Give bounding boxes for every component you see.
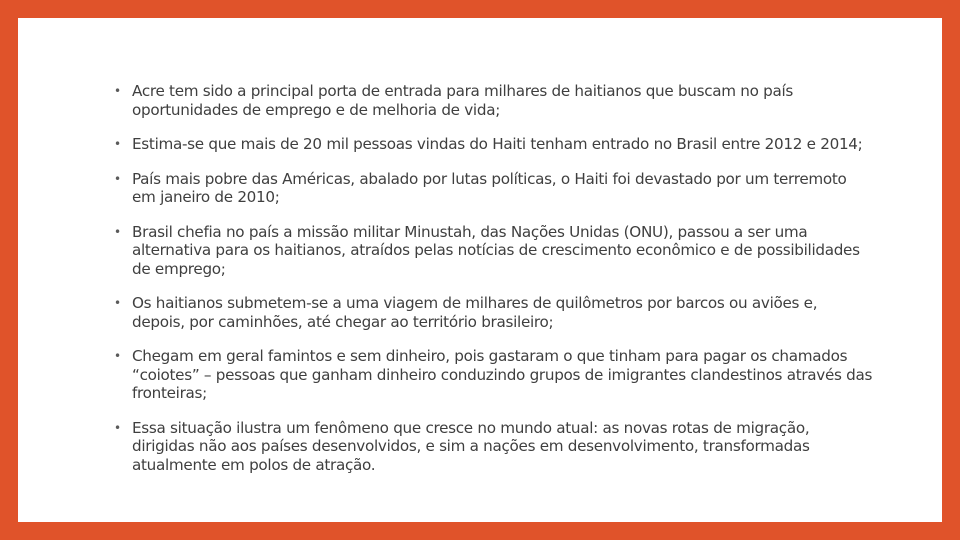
bullet-text: Os haitianos submetem-se a uma viagem de milhares de quilômetros por barcos ou aviões e, depois, por caminhões, até chegar ao território brasileiro;: [132, 294, 818, 331]
bullet-item-minustah: [114, 223, 874, 279]
bullet-text: País mais pobre das Américas, abalado por lutas políticas, o Haiti foi devastado por um terremoto em janeiro de 2010;: [132, 169, 847, 206]
bullet-text: Acre tem sido a principal porta de entrada para milhares de haitianos que buscam no país oportunidades de emprego e de melhoria de vida;: [132, 82, 794, 119]
bullet-marker: •: [114, 296, 121, 310]
bullet-marker: •: [114, 349, 121, 363]
bullet-item-acre: [114, 82, 874, 119]
bullet-marker: •: [114, 171, 121, 186]
bullet-item-estimate: [114, 135, 874, 154]
bullet-text: Brasil chefia no país a missão militar Minustah, das Nações Unidas (ONU), passou a ser uma alternativa para os haitianos, atraídos pelas notícias de crescimento econômico e de possibilidades de emprego;: [132, 222, 860, 278]
bullet-item-journey: [114, 294, 874, 331]
bullet-text: Chegam em geral famintos e sem dinheiro, pois gastaram o que tinham para pagar os chamados “coiotes” – pessoas que ganham dinheiro conduzindo grupos de imigrantes clandestinos através das fronteiras;: [132, 347, 873, 402]
bullet-text: Essa situação ilustra um fenômeno que cresce no mundo atual: as novas rotas de migração, dirigidas não aos países desenvolvidos, e sim a nações em desenvolvimento, transformadas atualmente em polos de atração.: [132, 418, 810, 474]
bullet-marker: •: [114, 137, 121, 151]
bullet-marker: •: [114, 84, 121, 98]
bullet-text: Estima-se que mais de 20 mil pessoas vindas do Haiti tenham entrado no Brasil entre 2012 e 2014;: [132, 135, 863, 153]
bullet-item-haiti: [114, 170, 874, 207]
slide-content-area: [18, 18, 942, 522]
bullet-marker: •: [114, 224, 121, 239]
bullet-marker: •: [114, 420, 121, 435]
bullet-list: [114, 82, 874, 490]
bullet-item-coiotes: [114, 347, 874, 403]
bullet-item-migration: [114, 419, 874, 475]
